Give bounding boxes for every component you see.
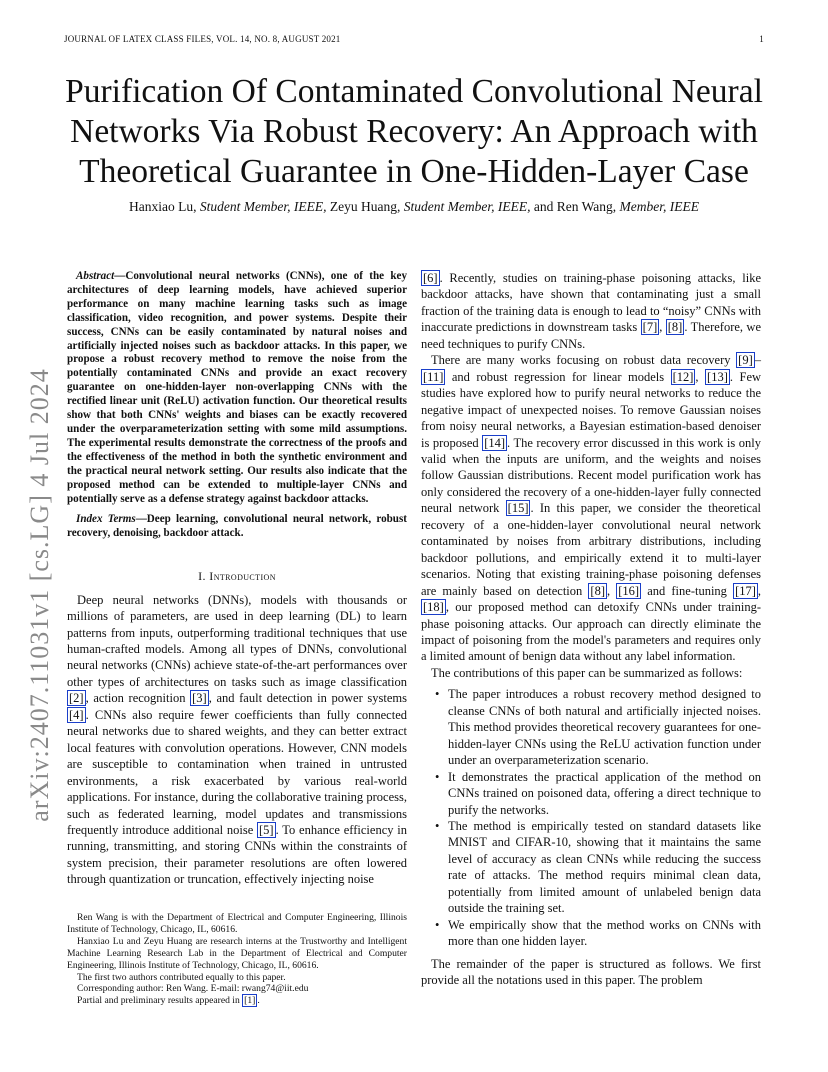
abstract-text: —Convolutional neural networks (CNNs), one of the key architectures of deep learning models, have achieved superior performance on many machine learning tasks such as image classification, video recognition, and power systems. Despite their success, CNNs can be easily contaminated by natural noises and artificially injected noises such as backdoor attacks. In this paper, we propose a robust recovery method to remove the noise from the potentially contaminated CNNs and provide an exact recovery guarantee on one-hidden-layer non-overlapping CNNs with the rectified linear unit (ReLU) activation function. Our theoretical results show that both CNNs' weights and biases can be exactly recovered under the overparameterization setting with some mild assumptions. The experimental results demonstrate the correctness of the proofs and the effectiveness of the method in both the synthetic environment and the practical neural network setting. Our results also indicate that the proposed method can be extended to multiple-layer CNNs and potentially serve as a defense strategy against backdoor attacks. (67, 270, 407, 505)
footnote: Ren Wang is with the Department of Electrical and Computer Engineering, Illinois Institute of Technology, Chicago, IL, 60616. (67, 912, 407, 935)
title-line: Theoretical Guarantee in One-Hidden-Layer Case (79, 153, 749, 190)
right-column (421, 270, 761, 988)
author-role: Student Member, IEEE, (403, 199, 531, 214)
citation-link[interactable]: [1] (244, 995, 256, 1007)
running-head (64, 34, 764, 44)
footnote: The first two authors contributed equally to this paper. (77, 971, 286, 983)
author-list (60, 199, 768, 215)
author-name: Hanxiao Lu, (128, 199, 197, 214)
citation-link[interactable]: [16] (618, 583, 640, 598)
body-paragraph: The contributions of this paper can be summarized as follows: (431, 665, 743, 680)
author-role: Student Member, IEEE, (199, 199, 327, 214)
citation-link[interactable]: [5] (259, 823, 274, 838)
footnote: Partial and preliminary results appeared in [1] . (77, 995, 260, 1007)
citation-link[interactable]: [15] (507, 501, 529, 516)
paper-title (60, 72, 768, 192)
citation-link[interactable]: [11] (423, 369, 444, 384)
journal-header: JOURNAL OF LATEX CLASS FILES, VOL. 14, NO. 8, AUGUST 2021 (64, 34, 341, 44)
bullet-icon: • (435, 917, 440, 932)
author-role: Member, IEEE (619, 199, 700, 214)
footnotes (67, 912, 407, 1007)
index-terms-label: Index Terms (76, 513, 136, 526)
contributions-list (421, 686, 761, 949)
body-paragraph: [6] . Recently, studies on training-phase poisoning attacks, like backdoor attacks, have shown that contaminating just a small fraction of the training data is enough to lead to “noisy” CNNs with inaccurate predictions in downstream tasks [7] , [8] . Therefore, we need techniques to purify CNNs. (421, 271, 761, 351)
bullet-icon: • (435, 687, 440, 702)
citation-link[interactable]: [7] (642, 320, 658, 335)
citation-link[interactable]: [14] (484, 435, 506, 450)
abstract (67, 270, 407, 506)
index-terms (67, 513, 407, 541)
citation-link[interactable]: [4] (69, 707, 84, 722)
citation-link[interactable]: [8] (667, 320, 683, 335)
bullet-icon: • (435, 818, 440, 833)
citation-link[interactable]: [17] (735, 583, 756, 598)
author-name: and Ren Wang, (533, 199, 617, 214)
abstract-label: Abstract (76, 270, 115, 282)
footnote: Corresponding author: Ren Wang. E-mail: rwang74@iit.edu (77, 983, 309, 995)
page-number: 1 (759, 34, 764, 44)
citation-link[interactable]: [9] (738, 353, 753, 368)
citation-link[interactable]: [2] (69, 691, 84, 706)
body-paragraph: The remainder of the paper is structured as follows. We first provide all the notations used in this paper. The problem (421, 956, 761, 988)
bullet-icon: • (435, 769, 440, 784)
list-item: • We empirically show that the method works on CNNs with more than one hidden layer. (435, 917, 761, 949)
citation-link[interactable]: [3] (192, 691, 207, 706)
list-item: • It demonstrates the practical application of the method on CNNs trained on poisoned data, offering a direct technique to purify the networks. (435, 769, 761, 817)
list-item: • The paper introduces a robust recovery method designed to cleanse CNNs of both natural and artificially injected noises. This method provides theoretical recovery guarantees for one-hidden-layer CNNs using the ReLU activation function under under an overparameterization scenario. (435, 687, 761, 768)
title-line: Purification Of Contaminated Convolutional Neural (65, 73, 763, 110)
body-paragraph: There are many works focusing on robust data recovery [9] –[11] and robust regression for linear models [12] , [13] . Few studies have explored how to purify neural networks to reduce the negative impact of unexpected noises. To remove Gaussian noises from noisy neural networks, a Bayesian estimation-based denoiser is proposed [14] . The recovery error discussed in this work is only valid when the inputs are uniform, and the weights and noises follow Gaussian distributions. Recent model purification work has only considered the recovery of a one-hidden-layer fully connected neural network [15] . In this paper, we consider the theoretical recovery of a one-hidden-layer convolutional neural network contaminated by noises from arbitrary distributions, including backdoor pollutions, and empirically extend it to multi-layer scenarios. Noting that existing training-phase poisoning defenses are mainly based on detection [8] , [16] and fine-tuning [17] , [18] , our proposed method can detoxify CNNs under training-phase poisoning attacks. Our approach can directly eliminate the impact of poisoning from the model's parameters and requires only a limited amount of benign data without any label information. (421, 353, 762, 664)
citation-link[interactable]: [6] (423, 271, 438, 285)
author-name: Zeyu Huang, (329, 199, 401, 214)
section-heading: I. Introduction (198, 569, 276, 584)
footnote: Hanxiao Lu and Zeyu Huang are research interns at the Trustworthy and Intelligent Machine Learning Research Lab in the Department of Electrical and Computer Engineering, Illinois Institute of Technology, Chicago, IL, 60616. (67, 935, 407, 971)
arxiv-stamp: arXiv:2407.11031v1 [cs.LG] 4 Jul 2024 (25, 368, 54, 822)
left-column (67, 270, 407, 888)
index-terms-text: —Deep learning, convolutional neural network, robust recovery, denoising, backdoor attack. (67, 513, 407, 540)
citation-link[interactable]: [13] (707, 369, 728, 384)
list-item: • The method is empirically tested on standard datasets like MNIST and CIFAR-10, showing that it maintains the same level of accuracy as clean CNNs while reducing the success rate of attacks. The method requirs minimal clean data, potentially from limited amount of unlabeled benign data outside the training set. (435, 818, 761, 916)
body-paragraph: Deep neural networks (DNNs), models with thousands or millions of parameters, are used in deep learning (DL) to learn patterns from inputs, outperforming traditional techniques that use human-crafted models. Among all types of DNNs, convolutional neural networks (CNNs) achieve state-of-the-art performances over other types of architectures on tasks such as image classification [2] , action recognition [3] , and fault detection in power systems [4] . CNNs also require fewer coefficients than fully connected neural networks due to shared weights, and they can better extract local features with convolution operations. However, CNN models are susceptible to contamination when trained in untrusted environments, a risk exacerbated by various real-world applications. For instance, during the collaborative training process, such as federated learning, model updates and transmissions frequently introduce additional noise [5] . To enhance efficiency in running, transmitting, and storing CNNs within the constraints of system precision, their parameter resolutions are often lowered through quantization or truncation, effectively injecting noise (67, 592, 407, 887)
title-line: Networks Via Robust Recovery: An Approach with (70, 113, 758, 150)
citation-link[interactable]: [8] (590, 583, 605, 598)
citation-link[interactable]: [12] (672, 369, 694, 384)
citation-link[interactable]: [18] (423, 600, 444, 615)
